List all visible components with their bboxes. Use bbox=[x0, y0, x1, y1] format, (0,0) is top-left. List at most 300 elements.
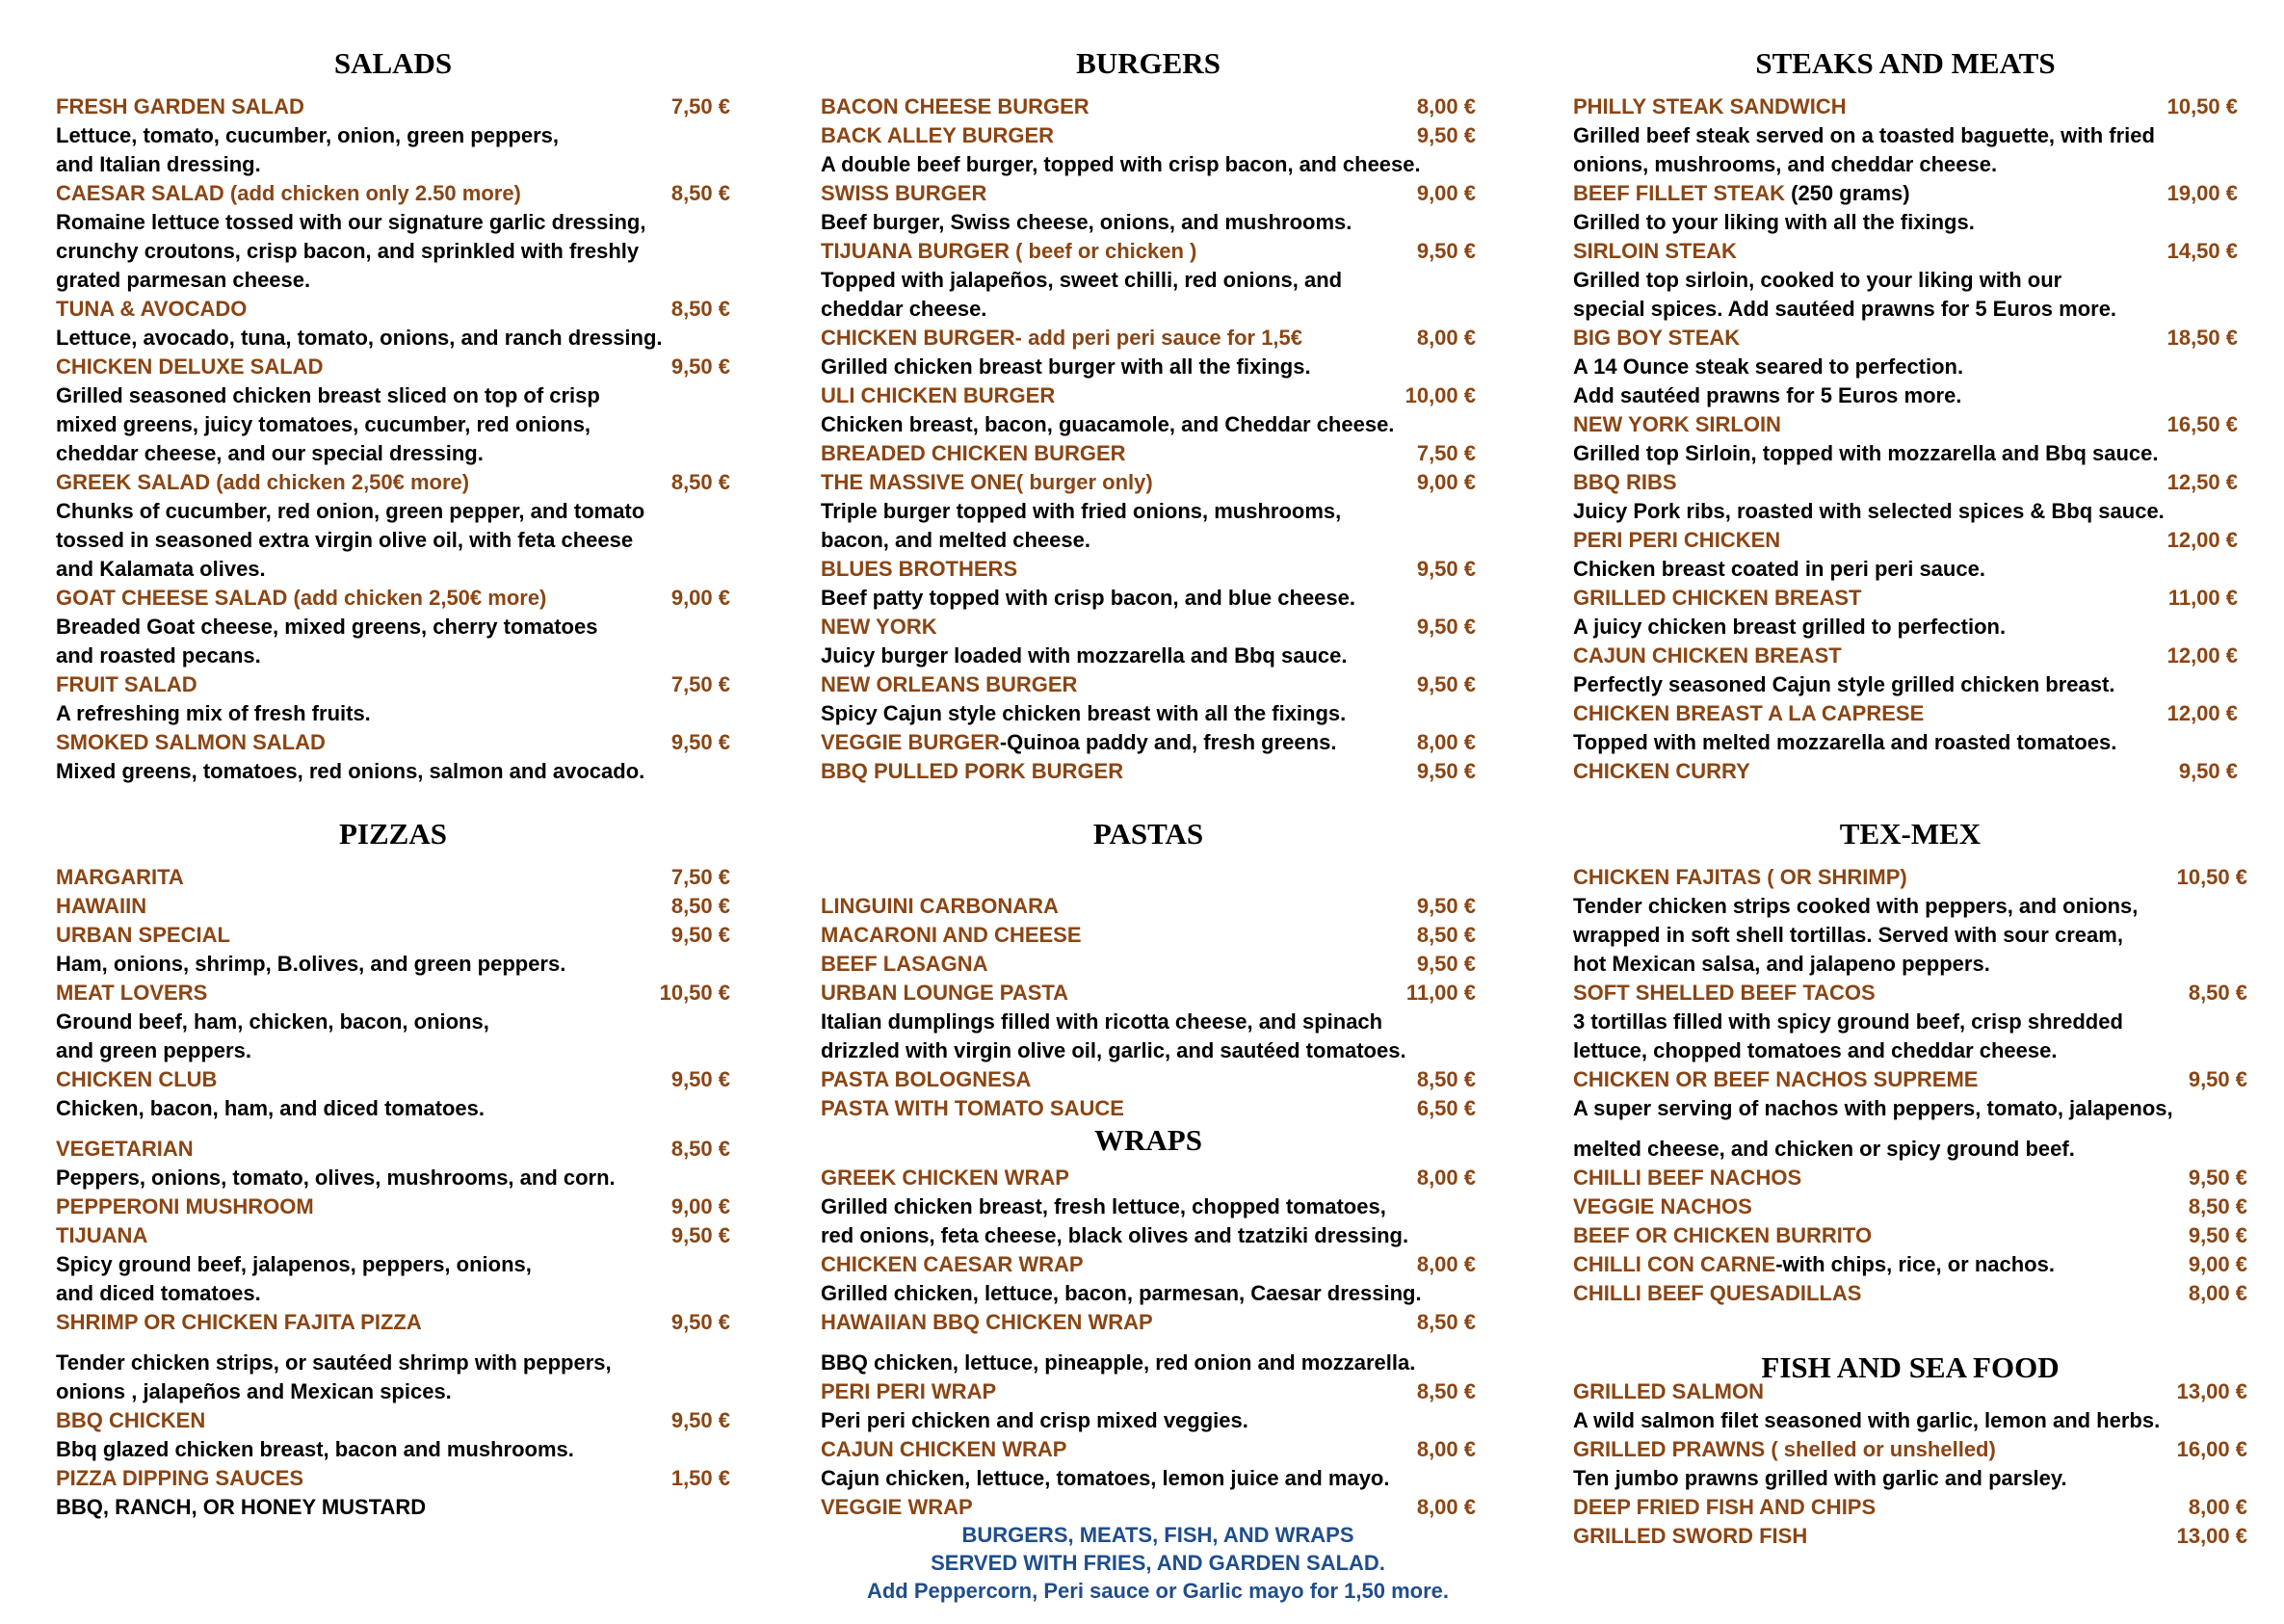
description-text: Grilled top sirloin, cooked to your liking with our bbox=[1573, 268, 2062, 292]
item-name bbox=[1573, 1435, 1996, 1464]
item-name-text: PERI PERI WRAP bbox=[821, 1379, 997, 1403]
item-name-text: CHILLI BEEF NACHOS bbox=[1573, 1166, 1802, 1190]
item-description bbox=[821, 699, 1476, 728]
menu-item bbox=[56, 1135, 730, 1164]
description-text: Topped with jalapeños, sweet chilli, red onions, and bbox=[821, 268, 1343, 292]
item-price: 8,50 € bbox=[1416, 1379, 1476, 1403]
item-description bbox=[821, 295, 1476, 324]
item-price: 13,00 € bbox=[2176, 1524, 2247, 1548]
menu-item bbox=[1573, 979, 2247, 1008]
item-description bbox=[1573, 381, 2238, 410]
item-name bbox=[821, 381, 1055, 410]
item-name bbox=[821, 92, 1089, 121]
item-price: 10,50 € bbox=[659, 981, 730, 1005]
item-name-text: CHILLI CON CARNE bbox=[1573, 1252, 1776, 1276]
menu-item bbox=[56, 468, 730, 497]
item-description bbox=[1573, 1008, 2247, 1036]
item-price: 12,00 € bbox=[2166, 528, 2238, 552]
menu-item bbox=[821, 1094, 1476, 1123]
item-description bbox=[56, 555, 730, 584]
item-description bbox=[821, 1221, 1476, 1250]
item-price: 9,00 € bbox=[1416, 181, 1476, 205]
description-text: Topped with melted mozzarella and roasted tomatoes. bbox=[1573, 730, 2117, 754]
item-name bbox=[821, 950, 988, 979]
menu-item bbox=[821, 950, 1476, 979]
description-text: Grilled chicken breast, fresh lettuce, chopped tomatoes, bbox=[821, 1194, 1386, 1218]
item-name-text: BACON CHEESE BURGER bbox=[821, 94, 1089, 118]
menu-item bbox=[56, 1221, 730, 1250]
menu-item bbox=[821, 1164, 1476, 1192]
item-name-text: CHICKEN DELUXE SALAD bbox=[56, 354, 324, 379]
menu-item bbox=[56, 1308, 730, 1337]
menu-item bbox=[56, 892, 730, 921]
description-text: Peri peri chicken and crisp mixed veggies. bbox=[821, 1408, 1248, 1432]
description-text: Beef patty topped with crisp bacon, and blue cheese. bbox=[821, 586, 1355, 610]
item-name-text: PHILLY STEAK SANDWICH bbox=[1573, 94, 1847, 118]
item-name bbox=[56, 92, 304, 121]
menu-item bbox=[1573, 1192, 2247, 1221]
item-name-text: MARGARITA bbox=[56, 865, 184, 889]
item-name bbox=[56, 179, 521, 208]
item-name-text: CHICKEN BREAST A LA CAPRESE bbox=[1573, 701, 1925, 725]
description-text: and Italian dressing. bbox=[56, 152, 261, 176]
description-text: Grilled beef steak served on a toasted baguette, with fried bbox=[1573, 123, 2155, 147]
item-description bbox=[821, 1036, 1476, 1065]
item-name bbox=[1573, 1493, 1876, 1522]
item-name-text: PEPPERONI MUSHROOM bbox=[56, 1194, 314, 1218]
item-name bbox=[821, 324, 1302, 353]
item-description bbox=[821, 642, 1476, 670]
description-text: Juicy burger loaded with mozzarella and Bbq sauce. bbox=[821, 643, 1348, 668]
menu-item bbox=[821, 1493, 1476, 1522]
item-name-text: BBQ CHICKEN bbox=[56, 1408, 206, 1432]
menu-item bbox=[1573, 237, 2238, 266]
item-description bbox=[56, 439, 730, 468]
item-price: 8,00 € bbox=[2188, 1281, 2247, 1305]
item-name-text: GRILLED SWORD FISH bbox=[1573, 1524, 1808, 1548]
description-text: A refreshing mix of fresh fruits. bbox=[56, 701, 371, 725]
menu-item bbox=[56, 921, 730, 950]
served-with-note bbox=[821, 1521, 1495, 1605]
item-price: 9,50 € bbox=[1416, 894, 1476, 918]
item-price: 9,50 € bbox=[2188, 1067, 2247, 1091]
section-title: FISH AND SEA FOOD bbox=[1761, 1350, 2060, 1384]
item-name bbox=[1573, 179, 1910, 208]
item-price: 9,50 € bbox=[1416, 615, 1476, 639]
item-name bbox=[56, 1192, 314, 1221]
item-name bbox=[821, 921, 1082, 950]
item-name bbox=[56, 1406, 205, 1435]
item-name-text: FRESH GARDEN SALAD bbox=[56, 94, 304, 118]
menu-item bbox=[56, 979, 730, 1008]
item-description bbox=[821, 353, 1476, 381]
item-price: 8,50 € bbox=[2188, 981, 2247, 1005]
item-name-text: TIJUANA bbox=[56, 1223, 148, 1247]
item-description bbox=[1573, 1464, 2247, 1493]
item-description bbox=[821, 410, 1476, 439]
section-title: BURGERS bbox=[1076, 46, 1221, 80]
item-description bbox=[56, 613, 730, 642]
item-name-text: HAWAIIN bbox=[56, 894, 147, 918]
item-name-text: GREEK CHICKEN WRAP bbox=[821, 1166, 1069, 1190]
item-price: 8,00 € bbox=[1416, 730, 1476, 754]
description-text: and green peppers. bbox=[56, 1038, 251, 1062]
item-name-text: TIJUANA BURGER ( beef or chicken ) bbox=[821, 239, 1197, 263]
item-name bbox=[1573, 699, 1924, 728]
item-name bbox=[1573, 324, 1740, 353]
item-description bbox=[56, 208, 730, 237]
menu-item bbox=[56, 863, 730, 892]
item-name-text: VEGGIE WRAP bbox=[821, 1495, 973, 1519]
item-name-text: DEEP FRIED FISH AND CHIPS bbox=[1573, 1495, 1877, 1519]
item-description bbox=[1573, 208, 2238, 237]
item-price: 7,50 € bbox=[1416, 441, 1476, 465]
item-name bbox=[821, 1250, 1084, 1279]
item-name bbox=[821, 979, 1068, 1008]
menu-item bbox=[821, 921, 1476, 950]
item-description bbox=[1573, 892, 2247, 921]
item-price: 7,50 € bbox=[670, 672, 730, 696]
menu-item bbox=[821, 555, 1476, 584]
menu-item bbox=[821, 979, 1476, 1008]
item-name-text: CHICKEN CAESAR WRAP bbox=[821, 1252, 1084, 1276]
item-name bbox=[1573, 1522, 1807, 1551]
item-name-text: CHICKEN BURGER- add peri peri sauce for 1,5€ bbox=[821, 326, 1303, 350]
item-description bbox=[821, 1406, 1476, 1435]
menu-item bbox=[1573, 863, 2247, 892]
menu-item bbox=[1573, 526, 2238, 555]
item-description bbox=[821, 208, 1476, 237]
description-text: onions, mushrooms, and cheddar cheese. bbox=[1573, 152, 1998, 176]
item-price: 8,00 € bbox=[1416, 1495, 1476, 1519]
description-text: Romaine lettuce tossed with our signature garlic dressing, bbox=[56, 210, 646, 234]
item-price: 9,50 € bbox=[1416, 952, 1476, 976]
item-price: 8,50 € bbox=[670, 181, 730, 205]
description-text: A double beef burger, topped with crisp bacon, and cheese. bbox=[821, 152, 1421, 176]
description-text: Grilled chicken, lettuce, bacon, parmesan, Caesar dressing. bbox=[821, 1281, 1422, 1305]
item-description bbox=[1573, 439, 2238, 468]
item-name bbox=[1573, 757, 1750, 786]
item-description bbox=[56, 526, 730, 555]
item-name bbox=[1573, 584, 1861, 613]
item-description bbox=[821, 150, 1476, 179]
description-text: Lettuce, tomato, cucumber, onion, green peppers, bbox=[56, 123, 559, 147]
description-text: Peppers, onions, tomato, olives, mushrooms, and corn. bbox=[56, 1166, 616, 1190]
item-price: 18,50 € bbox=[2166, 326, 2238, 350]
item-description bbox=[1573, 670, 2238, 699]
description-text: mixed greens, juicy tomatoes, cucumber, red onions, bbox=[56, 412, 591, 436]
item-description bbox=[1573, 1406, 2247, 1435]
menu-item bbox=[1573, 642, 2238, 670]
item-name-text: ULI CHICKEN BURGER bbox=[821, 383, 1056, 407]
item-description bbox=[1573, 121, 2238, 150]
description-text: Cajun chicken, lettuce, tomatoes, lemon juice and mayo. bbox=[821, 1466, 1390, 1490]
item-price: 16,00 € bbox=[2176, 1437, 2247, 1461]
item-name bbox=[1573, 863, 1907, 892]
item-description bbox=[56, 1036, 730, 1065]
item-description bbox=[56, 1250, 730, 1279]
item-name-text: GOAT CHEESE SALAD (add chicken 2,50€ more) bbox=[56, 586, 547, 610]
description-text: Juicy Pork ribs, roasted with selected spices & Bbq sauce. bbox=[1573, 499, 2165, 523]
item-name bbox=[821, 439, 1126, 468]
item-name-text: CHICKEN OR BEEF NACHOS SUPREME bbox=[1573, 1067, 1979, 1091]
item-price: 8,00 € bbox=[1416, 1252, 1476, 1276]
item-price: 7,50 € bbox=[670, 94, 730, 118]
item-price: 6,50 € bbox=[1416, 1096, 1476, 1120]
item-price: 19,00 € bbox=[2166, 181, 2238, 205]
item-price: 9,00 € bbox=[670, 1194, 730, 1218]
description-text: Spicy Cajun style chicken breast with all the fixings. bbox=[821, 701, 1347, 725]
description-text: crunchy croutons, crisp bacon, and sprinkled with freshly bbox=[56, 239, 640, 263]
description-text: tossed in seasoned extra virgin olive oil, with feta cheese bbox=[56, 528, 634, 552]
item-name bbox=[821, 613, 937, 642]
item-name bbox=[56, 1308, 422, 1337]
item-price: 12,00 € bbox=[2166, 643, 2238, 668]
menu-item bbox=[1573, 584, 2238, 613]
menu-item bbox=[821, 439, 1476, 468]
item-name bbox=[821, 237, 1196, 266]
item-name-text: PERI PERI CHICKEN bbox=[1573, 528, 1781, 552]
item-name-text: NEW ORLEANS BURGER bbox=[821, 672, 1078, 696]
menu-item bbox=[821, 613, 1476, 642]
item-name-text: BLUES BROTHERS bbox=[821, 557, 1018, 581]
menu-item bbox=[821, 1435, 1476, 1464]
description-text: A juicy chicken breast grilled to perfection. bbox=[1573, 615, 2007, 639]
menu-item bbox=[821, 670, 1476, 699]
item-name bbox=[821, 1164, 1069, 1192]
item-name bbox=[56, 1135, 194, 1164]
item-name-text: CHICKEN CLUB bbox=[56, 1067, 218, 1091]
item-price: 10,50 € bbox=[2166, 94, 2238, 118]
menu-item bbox=[1573, 1250, 2247, 1279]
item-description bbox=[1573, 555, 2238, 584]
item-name bbox=[56, 921, 230, 950]
item-name bbox=[1573, 237, 1737, 266]
item-price: 8,00 € bbox=[1416, 1437, 1476, 1461]
item-name bbox=[1573, 642, 1842, 670]
menu-item bbox=[821, 468, 1476, 497]
item-name bbox=[56, 353, 323, 381]
item-price: 13,00 € bbox=[2176, 1379, 2247, 1403]
description-text: Chicken, bacon, ham, and diced tomatoes. bbox=[56, 1096, 485, 1120]
item-price: 8,50 € bbox=[1416, 923, 1476, 947]
item-name-text: GRILLED PRAWNS ( shelled or unshelled) bbox=[1573, 1437, 1996, 1461]
menu-item bbox=[1573, 1221, 2247, 1250]
item-name bbox=[56, 584, 546, 613]
item-description bbox=[56, 237, 730, 266]
menu-item bbox=[56, 1406, 730, 1435]
item-name-text: GREEK SALAD (add chicken 2,50€ more) bbox=[56, 470, 470, 494]
description-text: Lettuce, avocado, tuna, tomato, onions, and ranch dressing. bbox=[56, 326, 663, 350]
item-price: 9,50 € bbox=[1416, 123, 1476, 147]
item-name-note: -Quinoa paddy and, fresh greens. bbox=[999, 730, 1337, 754]
item-price: 12,50 € bbox=[2166, 470, 2238, 494]
section-title: STEAKS AND MEATS bbox=[1755, 46, 2056, 80]
item-name bbox=[56, 670, 197, 699]
description-text: hot Mexican salsa, and jalapeno peppers. bbox=[1573, 952, 1990, 976]
item-description bbox=[1573, 950, 2247, 979]
description-text: onions , jalapeños and Mexican spices. bbox=[56, 1379, 452, 1403]
menu-item bbox=[1573, 1493, 2247, 1522]
item-description bbox=[56, 121, 730, 150]
item-name bbox=[1573, 1164, 1801, 1192]
menu-item bbox=[1573, 699, 2238, 728]
description-text: Triple burger topped with fried onions, mushrooms, bbox=[821, 499, 1342, 523]
item-name-text: CAESAR SALAD (add chicken only 2.50 more) bbox=[56, 181, 521, 205]
menu-item bbox=[1573, 1164, 2247, 1192]
description-text: Chicken breast, bacon, guacamole, and Cheddar cheese. bbox=[821, 412, 1395, 436]
item-price: 12,00 € bbox=[2166, 701, 2238, 725]
item-name bbox=[56, 863, 184, 892]
description-text: melted cheese, and chicken or spicy ground beef. bbox=[1573, 1137, 2075, 1161]
description-text: Tender chicken strips cooked with peppers, and onions, bbox=[1573, 894, 2139, 918]
item-name-text: GRILLED CHICKEN BREAST bbox=[1573, 586, 1862, 610]
item-description bbox=[821, 526, 1476, 555]
description-text: bacon, and melted cheese. bbox=[821, 528, 1090, 552]
item-price: 10,00 € bbox=[1405, 383, 1476, 407]
menu-item bbox=[821, 1308, 1476, 1337]
item-name-text: CHICKEN FAJITAS ( OR SHRIMP) bbox=[1573, 865, 1907, 889]
item-price: 10,50 € bbox=[2176, 865, 2247, 889]
item-name bbox=[821, 892, 1059, 921]
item-name-text: BBQ PULLED PORK BURGER bbox=[821, 759, 1124, 783]
item-description bbox=[821, 1008, 1476, 1036]
item-name bbox=[56, 728, 326, 757]
item-description bbox=[56, 950, 730, 979]
item-name-text: HAWAIIAN BBQ CHICKEN WRAP bbox=[821, 1310, 1153, 1334]
item-name-text: CAJUN CHICKEN BREAST bbox=[1573, 643, 1842, 668]
item-description bbox=[821, 584, 1476, 613]
item-name-text: SHRIMP OR CHICKEN FAJITA PIZZA bbox=[56, 1310, 422, 1334]
item-price: 8,50 € bbox=[1416, 1310, 1476, 1334]
item-description bbox=[1573, 613, 2238, 642]
menu-item bbox=[821, 1377, 1476, 1406]
item-description bbox=[56, 1008, 730, 1036]
item-description bbox=[56, 1435, 730, 1464]
description-text: and Kalamata olives. bbox=[56, 557, 266, 581]
item-description bbox=[56, 699, 730, 728]
item-price: 9,00 € bbox=[670, 586, 730, 610]
item-name bbox=[821, 757, 1123, 786]
item-price: 9,50 € bbox=[2188, 1223, 2247, 1247]
item-price: 9,50 € bbox=[670, 354, 730, 379]
menu-item bbox=[56, 353, 730, 381]
item-name bbox=[821, 670, 1077, 699]
item-description bbox=[1573, 353, 2238, 381]
item-name bbox=[1573, 1065, 1978, 1094]
item-name-text: SOFT SHELLED BEEF TACOS bbox=[1573, 981, 1876, 1005]
description-text: Chunks of cucumber, red onion, green pepper, and tomato bbox=[56, 499, 645, 523]
item-price: 9,50 € bbox=[2178, 759, 2238, 783]
item-name bbox=[1573, 1250, 2055, 1279]
item-price: 1,50 € bbox=[670, 1466, 730, 1490]
item-name-text: CAJUN CHICKEN WRAP bbox=[821, 1437, 1067, 1461]
item-name-text: BIG BOY STEAK bbox=[1573, 326, 1741, 350]
item-price: 14,50 € bbox=[2166, 239, 2238, 263]
description-text: Italian dumplings filled with ricotta cheese, and spinach bbox=[821, 1009, 1383, 1034]
item-description bbox=[56, 1279, 730, 1308]
item-name bbox=[821, 121, 1054, 150]
item-price: 7,50 € bbox=[670, 865, 730, 889]
item-description bbox=[1573, 150, 2238, 179]
menu-item bbox=[821, 757, 1476, 786]
menu-item bbox=[56, 584, 730, 613]
item-name-text: PASTA BOLOGNESA bbox=[821, 1067, 1032, 1091]
item-name bbox=[821, 1094, 1124, 1123]
item-name-text: NEW YORK bbox=[821, 615, 937, 639]
item-name bbox=[56, 468, 469, 497]
item-name-text: GRILLED SALMON bbox=[1573, 1379, 1764, 1403]
description-text: and diced tomatoes. bbox=[56, 1281, 261, 1305]
item-name bbox=[56, 1464, 303, 1493]
item-description bbox=[56, 497, 730, 526]
item-description bbox=[821, 1279, 1476, 1308]
item-description bbox=[56, 1377, 730, 1406]
item-name-text: LINGUINI CARBONARA bbox=[821, 894, 1059, 918]
item-description bbox=[821, 1349, 1476, 1377]
menu-item bbox=[821, 92, 1476, 121]
item-name-text: FRUIT SALAD bbox=[56, 672, 197, 696]
item-name bbox=[821, 1377, 996, 1406]
menu-item bbox=[56, 1192, 730, 1221]
description-text: lettuce, chopped tomatoes and cheddar cheese. bbox=[1573, 1038, 2058, 1062]
item-price: 8,00 € bbox=[2188, 1495, 2247, 1519]
item-name-text: PIZZA DIPPING SAUCES bbox=[56, 1466, 304, 1490]
description-text: Mixed greens, tomatoes, red onions, salmon and avocado. bbox=[56, 759, 645, 783]
menu-item bbox=[1573, 410, 2238, 439]
menu-item bbox=[56, 295, 730, 324]
menu-item bbox=[1573, 179, 2238, 208]
item-price: 8,50 € bbox=[1416, 1067, 1476, 1091]
item-price: 8,50 € bbox=[2188, 1194, 2247, 1218]
item-name-text: SIRLOIN STEAK bbox=[1573, 239, 1737, 263]
item-description bbox=[821, 497, 1476, 526]
menu-item bbox=[821, 1250, 1476, 1279]
description-text: Grilled to your liking with all the fixings. bbox=[1573, 210, 1975, 234]
menu-item bbox=[1573, 1435, 2247, 1464]
item-name bbox=[56, 1065, 217, 1094]
item-price: 9,50 € bbox=[670, 923, 730, 947]
description-text: BBQ, RANCH, OR HONEY MUSTARD bbox=[56, 1495, 427, 1519]
description-text: red onions, feta cheese, black olives and tzatziki dressing. bbox=[821, 1223, 1409, 1247]
section-title: SALADS bbox=[333, 46, 453, 80]
item-name-text: URBAN SPECIAL bbox=[56, 923, 230, 947]
item-description bbox=[56, 410, 730, 439]
section-title: TEX-MEX bbox=[1839, 817, 1982, 851]
item-name bbox=[821, 555, 1017, 584]
item-name bbox=[1573, 979, 1876, 1008]
item-name-text: TUNA & AVOCADO bbox=[56, 297, 248, 321]
item-name-text: BREADED CHICKEN BURGER bbox=[821, 441, 1126, 465]
item-description bbox=[56, 1164, 730, 1192]
item-price: 8,50 € bbox=[670, 297, 730, 321]
menu-item bbox=[821, 381, 1476, 410]
item-name bbox=[821, 1308, 1153, 1337]
item-price: 9,50 € bbox=[2188, 1166, 2247, 1190]
item-name bbox=[821, 179, 986, 208]
description-text: Bbq glazed chicken breast, bacon and mushrooms. bbox=[56, 1437, 574, 1461]
item-name bbox=[1573, 410, 1781, 439]
item-name-text: MACARONI AND CHEESE bbox=[821, 923, 1082, 947]
item-name-text: BEEF FILLET STEAK bbox=[1573, 181, 1785, 205]
item-name-text: BBQ RIBS bbox=[1573, 470, 1677, 494]
menu-item bbox=[821, 892, 1476, 921]
item-name bbox=[821, 728, 1336, 757]
description-text: Grilled chicken breast burger with all the fixings. bbox=[821, 354, 1311, 379]
item-name-text: THE MASSIVE ONE( burger only) bbox=[821, 470, 1153, 494]
description-text: A 14 Ounce steak seared to perfection. bbox=[1573, 354, 1964, 379]
item-description bbox=[821, 1192, 1476, 1221]
